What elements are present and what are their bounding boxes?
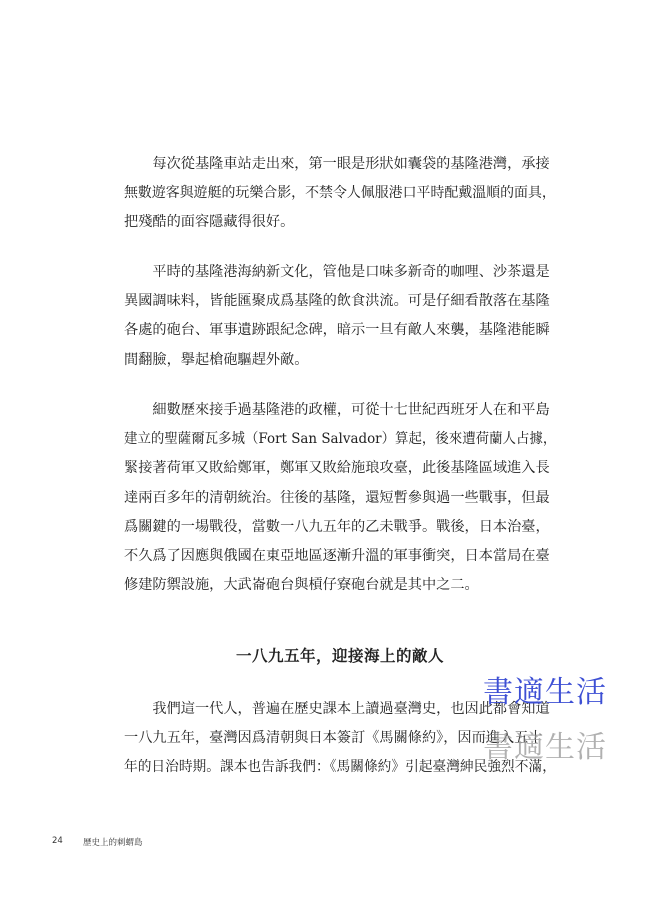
paragraph-line: 爲關鍵的一場戰役，當數一八九五年的乙未戰爭。戰後，日本治臺， [124, 518, 550, 535]
paragraph-2 [124, 258, 556, 375]
paragraph-line: 達兩百多年的清朝統治。往後的基隆，還短暫參與過一些戰事，但最 [124, 489, 550, 506]
watermark-primary: 書適生活 [483, 675, 607, 710]
paragraph-line: 不久爲了因應與俄國在東亞地區逐漸升溫的軍事衝突，日本當局在臺 [124, 548, 550, 565]
watermark-secondary: 書適生活 [483, 730, 607, 765]
paragraph-line: 年的日治時期。課本也告訴我們：《馬關條約》引起臺灣紳民強烈不滿， [124, 759, 556, 776]
paragraph-line: 建立的聖薩爾瓦多城（Fort San Salvador）算起，後來遭荷蘭人占據， [124, 431, 557, 448]
paragraph-line: 每次從基隆車站走出來，第一眼是形狀如囊袋的基隆港灣，承接 [124, 156, 550, 172]
paragraph-line: 平時的基隆港海納新文化，管他是口味多新奇的咖哩、沙茶還是 [124, 264, 550, 280]
paragraph-1 [124, 150, 556, 238]
paragraph-line: 修建防禦設施，大武崙砲台與槓仔寮砲台就是其中之二。 [124, 577, 479, 594]
running-footer-title: 歷史上的刺蝟島 [83, 838, 143, 848]
section-heading: 一八九五年，迎接海上的敵人 [235, 647, 444, 665]
paragraph-line: 細數歷來接手過基隆港的政權，可從十七世紀西班牙人在和平島 [124, 402, 550, 418]
page-number: 24 [52, 836, 63, 846]
paragraph-3 [124, 396, 556, 600]
paragraph-line: 把殘酷的面容隱藏得很好。 [124, 214, 295, 231]
paragraph-line: 緊接著荷軍又敗給鄭軍，鄭軍又敗給施琅攻臺，此後基隆區域進入長 [124, 460, 550, 477]
paragraph-line: 我們這一代人，普遍在歷史課本上讀過臺灣史，也因此都會知道 [124, 701, 550, 717]
paragraph-line: 各處的砲台、軍事遺跡跟紀念碑，暗示一旦有敵人來襲，基隆港能瞬 [124, 322, 550, 339]
paragraph-line: 無數遊客與遊艇的玩樂合影，不禁令人佩服港口平時配戴溫順的面具， [124, 185, 556, 202]
paragraph-line: 一八九五年，臺灣因爲清朝與日本簽訂《馬關條約》，因而進入五十 [124, 730, 543, 747]
paragraph-line: 間翻臉，擧起槍砲驅趕外敵。 [124, 351, 309, 368]
paragraph-line: 異國調味料，皆能匯聚成爲基隆的飲食洪流。可是仔細看散落在基隆 [124, 293, 550, 310]
